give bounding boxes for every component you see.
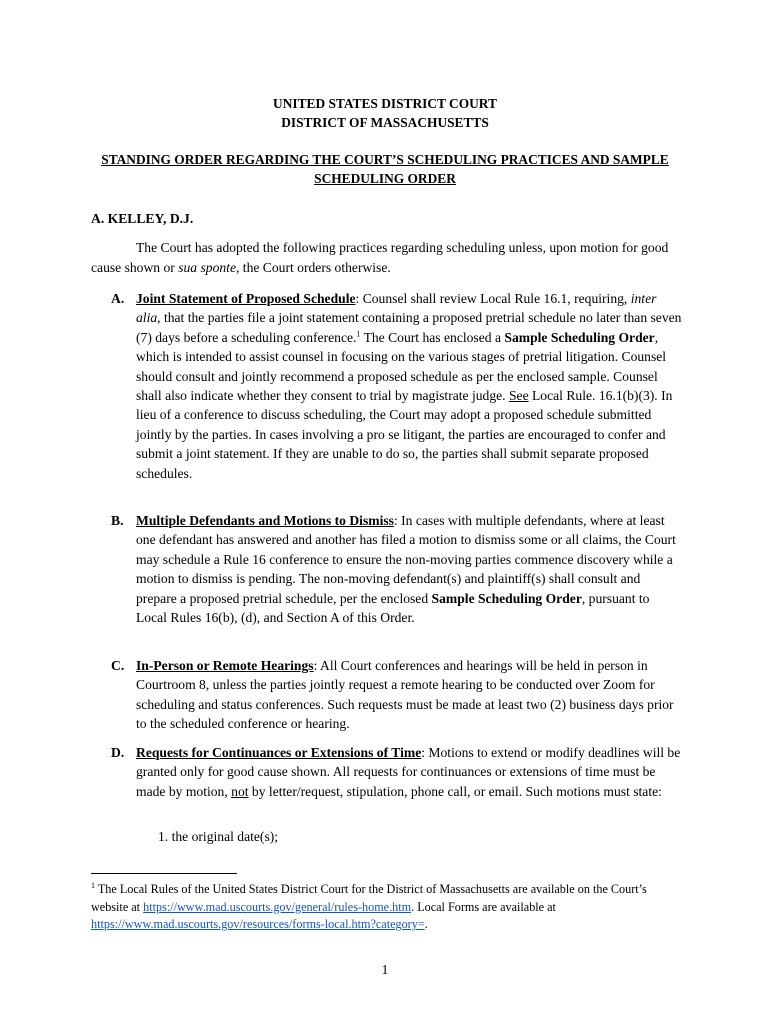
court-name: UNITED STATES DISTRICT COURT [273, 96, 497, 111]
see-signal: See [508, 388, 529, 404]
section-text: Local Rule. 16.1(b)(3). In lieu of a conference to discuss scheduling, the Court may adopt a proposed schedule submitted jointly by the parties. In cases involving a pro se litigant, the parties are encouraged to confer and submit a joint statement. If they are unable to do so, the parties shall submit separate proposed schedules. [136, 388, 673, 481]
section-text: , that the parties file a joint statement containing a proposed pretrial schedule no later than seven (7) days before a scheduling conference. [136, 310, 682, 345]
court-district: DISTRICT OF MASSACHUSETTS [281, 115, 489, 130]
section-a [111, 289, 682, 483]
section-c [111, 656, 682, 734]
section-heading: In-Person or Remote Hearings [136, 658, 314, 673]
footnote-reference[interactable]: 1 [356, 329, 361, 339]
list-item: 1. the original date(s); [158, 829, 279, 844]
intro-italic: sua sponte [178, 259, 236, 275]
section-letter: B. [111, 513, 124, 528]
section-text: , pursuant to Local Rules 16(b), (d), and Section A of this Order. [136, 590, 650, 626]
forms-link[interactable]: https://www.mad.uscourts.gov/resources/forms-local.htm?category= [91, 917, 425, 932]
section-text: : Counsel shall review Local Rule 16.1, requiring, [355, 291, 631, 306]
footnote-text: The Local Rules of the United States District Court for the District of Massachusetts are available on the Court’s website at [91, 882, 647, 914]
rules-link[interactable]: https://www.mad.uscourts.gov/general/rules-home.htm [143, 899, 412, 914]
footnote-text: . [424, 917, 428, 932]
document-title: STANDING ORDER REGARDING THE COURT’S SCHEDULING PRACTICES AND SAMPLE SCHEDULING ORDER [101, 152, 669, 186]
section-b [111, 511, 682, 627]
footnote-divider [91, 873, 237, 874]
section-heading: Multiple Defendants and Motions to Dismiss [136, 513, 394, 528]
intro-paragraph [91, 238, 677, 277]
judge-name: A. KELLEY, D.J. [91, 211, 194, 226]
page-number: 1 [381, 962, 389, 977]
footnote-marker: 1 [91, 880, 95, 890]
section-text: : Motions to extend or modify deadlines will be granted only for good cause shown. All requests for continuances or extensions of time must be made by motion, [136, 745, 681, 799]
section-heading: Requests for Continuances or Extensions of Time [136, 745, 422, 760]
section-bold: Sample Scheduling Order [431, 590, 582, 606]
section-letter: A. [111, 291, 125, 306]
section-text: : All Court conferences and hearings will be held in person in Courtroom 8, unless the parties jointly request a remote hearing to be conducted over Zoom for scheduling and status conferences. Such requests must be made at least two (2) business days prior to the scheduled conference or hearing. [136, 658, 674, 732]
section-letter: C. [111, 658, 125, 673]
intro-text-end: , the Court orders otherwise. [236, 259, 391, 275]
not-emphasis: not [231, 783, 249, 799]
section-italic: inter alia [136, 291, 657, 326]
footnote [91, 881, 681, 934]
section-text: : In cases with multiple defendants, where at least one defendant has answered and another has filed a motion to dismiss some or all claims, the Court may schedule a Rule 16 conference to ensure the non-moving parties commence discovery while a motion to dismiss is pending. The non-moving defendant(s) and plaintiff(s) shall consult and prepare a proposed pretrial schedule, per the enclosed [136, 513, 676, 606]
section-heading: Joint Statement of Proposed Schedule [136, 291, 356, 306]
footnote-text: . Local Forms are available at [411, 899, 556, 914]
section-text: , which is intended to assist counsel in focusing on the various stages of pretrial litigation. Counsel should consult and jointly recommend a proposed schedule as per the enclosed sample. Counsel shall also indicate whether they consent to trial by magistrate judge. [136, 329, 667, 404]
section-d [111, 743, 682, 801]
section-bold: Sample Scheduling Order [504, 329, 655, 345]
section-text: by letter/request, stipulation, phone call, or email. Such motions must state: [248, 783, 662, 799]
section-letter: D. [111, 745, 125, 760]
intro-text: The Court has adopted the following practices regarding scheduling unless, upon motion for good cause shown or [91, 240, 669, 275]
section-text: The Court has enclosed a [360, 329, 505, 345]
